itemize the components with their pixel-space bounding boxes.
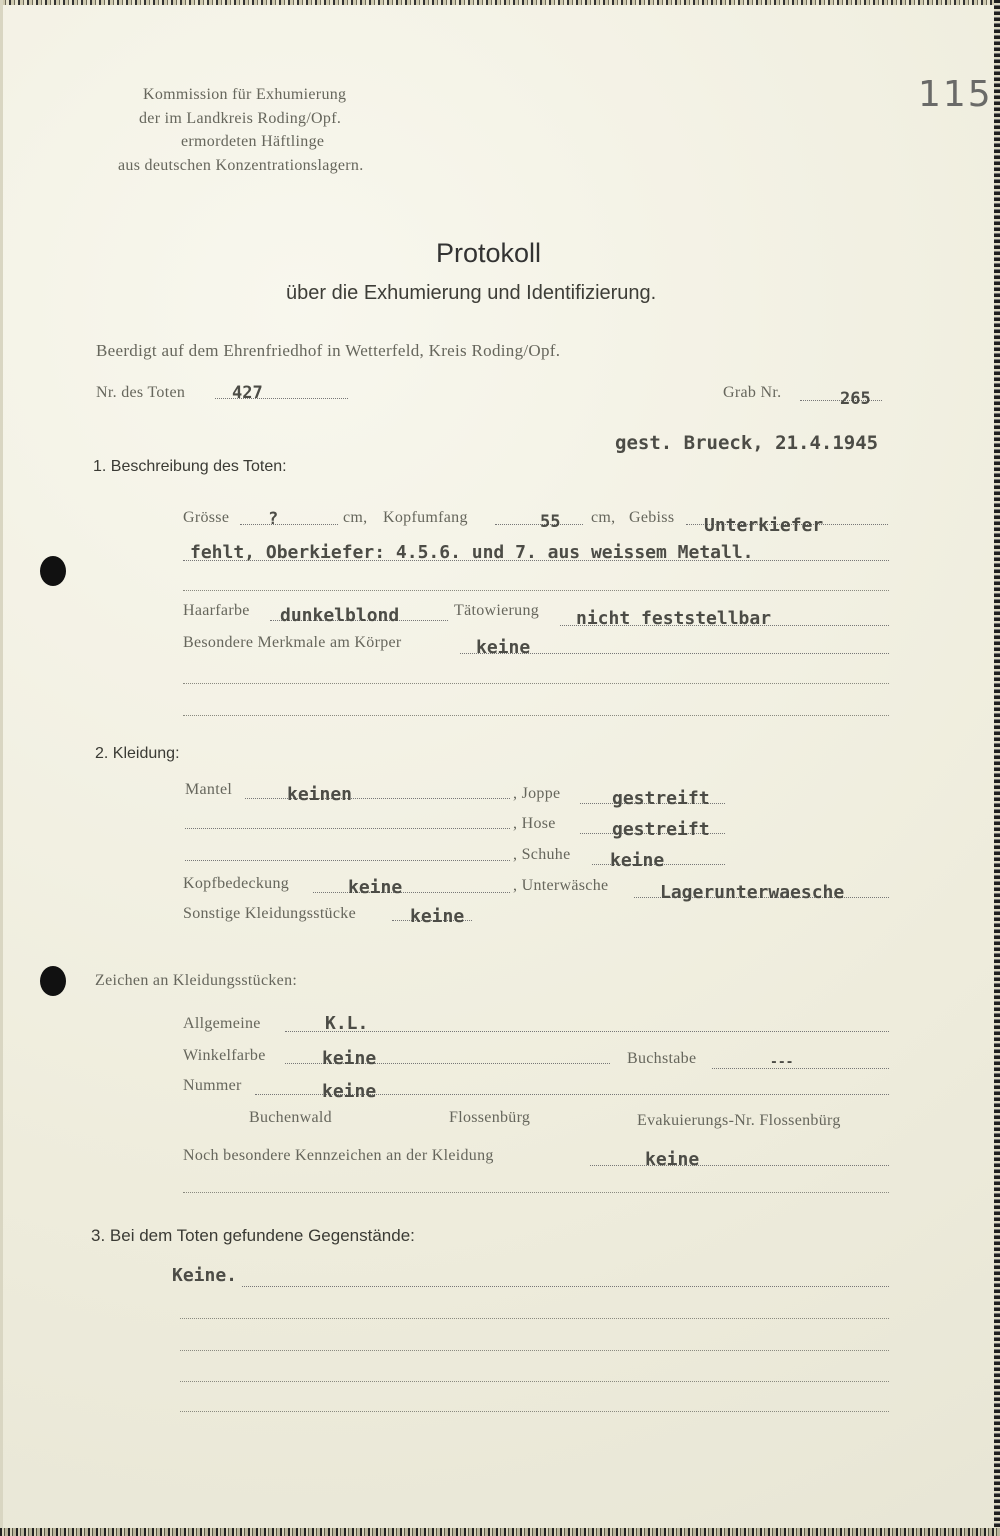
nummer-label: Nummer <box>183 1077 242 1094</box>
mantel-line <box>245 798 510 799</box>
noch-value: keine <box>645 1149 700 1170</box>
joppe-label: , Joppe <box>513 785 561 802</box>
kopfbedeckung-label: Kopfbedeckung <box>183 875 290 892</box>
kopfbedeckung-value: keine <box>348 877 403 898</box>
sonstige-label: Sonstige Kleidungsstücke <box>183 905 356 922</box>
blank-line <box>180 1318 889 1319</box>
noch-line <box>590 1165 889 1166</box>
unterwaesche-value: Lagerunterwaesche <box>660 882 845 903</box>
kopfumfang-value: 55 <box>540 512 561 532</box>
burial-place: Beerdigt auf dem Ehrenfriedhof in Wetterfeld, Kreis Roding/Opf. <box>96 341 561 360</box>
blank-line <box>183 715 889 716</box>
zeichen-heading: Zeichen an Kleidungsstücken: <box>95 972 298 989</box>
scan-edge-top <box>0 0 1000 5</box>
scan-edge-left <box>0 0 3 1536</box>
commission-line-1: Kommission für Exhumierung <box>143 86 347 103</box>
buchstabe-line <box>712 1068 889 1069</box>
allgemeine-line <box>285 1031 889 1032</box>
haarfarbe-label: Haarfarbe <box>183 602 250 619</box>
blank-line <box>185 860 510 861</box>
buchstabe-label: Buchstabe <box>627 1050 697 1067</box>
scan-edge-bottom <box>0 1528 1000 1536</box>
dead-number-value: 427 <box>232 383 263 403</box>
buchstabe-value: --- <box>770 1055 794 1070</box>
groesse-unit: cm, <box>343 509 368 526</box>
punch-hole-top <box>40 556 66 586</box>
scan-edge-right <box>994 0 1000 1536</box>
noch-label: Noch besondere Kennzeichen an der Kleidung <box>183 1147 494 1164</box>
winkelfarbe-value: keine <box>322 1048 377 1069</box>
commission-line-4: aus deutschen Konzentrationslagern. <box>118 157 364 174</box>
joppe-value: gestreift <box>612 788 710 809</box>
mantel-value: keinen <box>287 784 353 805</box>
column-buchenwald: Buchenwald <box>249 1109 332 1126</box>
page-number: 115 <box>918 74 993 115</box>
blank-line <box>185 828 510 829</box>
document-subtitle: über die Exhumierung und Identifizierung. <box>286 282 657 304</box>
unterwaesche-label: , Unterwäsche <box>513 877 609 894</box>
gebiss-label: Gebiss <box>629 509 675 526</box>
haarfarbe-value: dunkelblond <box>280 605 400 626</box>
blank-line <box>180 1381 889 1382</box>
dead-number-label: Nr. des Toten <box>96 384 186 401</box>
gebiss-continuation: fehlt, Oberkiefer: 4.5.6. und 7. aus weissem Metall. <box>190 542 754 563</box>
punch-hole-bottom <box>40 966 66 996</box>
sonstige-value: keine <box>410 906 465 927</box>
kopfumfang-unit: cm, <box>591 509 616 526</box>
kopfumfang-line <box>495 524 583 525</box>
allgemeine-label: Allgemeine <box>183 1015 261 1032</box>
merkmale-label: Besondere Merkmale am Körper <box>183 634 402 651</box>
section-3-heading: 3. Bei dem Toten gefundene Gegenstände: <box>91 1226 415 1245</box>
taetowierung-label: Tätowierung <box>454 602 540 619</box>
blank-line <box>180 1350 889 1351</box>
schuhe-value: keine <box>610 850 665 871</box>
commission-line-2: der im Landkreis Roding/Opf. <box>139 110 342 127</box>
section-3-value: Keine. <box>172 1265 238 1286</box>
blank-line <box>183 1192 889 1193</box>
groesse-label: Grösse <box>183 509 230 526</box>
groesse-value: ? <box>268 509 279 529</box>
section-2-heading: 2. Kleidung: <box>95 745 180 762</box>
blank-line <box>183 590 889 591</box>
nummer-value: keine <box>322 1081 377 1102</box>
document-title: Protokoll <box>436 238 542 268</box>
schuhe-label: , Schuhe <box>513 846 571 863</box>
taetowierung-value: nicht feststellbar <box>576 608 772 629</box>
kopfbedeckung-line <box>313 892 510 893</box>
gebiss-value: Unterkiefer <box>704 515 824 536</box>
commission-line-3: ermordeten Häftlinge <box>181 133 325 150</box>
groesse-line <box>240 524 338 525</box>
mantel-label: Mantel <box>185 781 233 798</box>
allgemeine-value: K.L. <box>325 1013 369 1034</box>
section-3-line-1 <box>242 1286 889 1287</box>
grave-number-label: Grab Nr. <box>723 384 782 401</box>
kopfumfang-label: Kopfumfang <box>383 509 468 526</box>
winkelfarbe-label: Winkelfarbe <box>183 1047 266 1064</box>
column-evakuierung: Evakuierungs-Nr. Flossenbürg <box>637 1112 841 1129</box>
hose-value: gestreift <box>612 819 710 840</box>
grave-number-value: 265 <box>840 389 871 409</box>
section-1-heading: 1. Beschreibung des Toten: <box>93 458 287 475</box>
merkmale-value: keine <box>476 637 531 658</box>
death-record: gest. Brueck, 21.4.1945 <box>615 432 879 454</box>
blank-line <box>183 683 889 684</box>
column-flossenbuerg: Flossenbürg <box>449 1109 531 1126</box>
blank-line <box>180 1411 889 1412</box>
hose-label: , Hose <box>513 815 556 832</box>
